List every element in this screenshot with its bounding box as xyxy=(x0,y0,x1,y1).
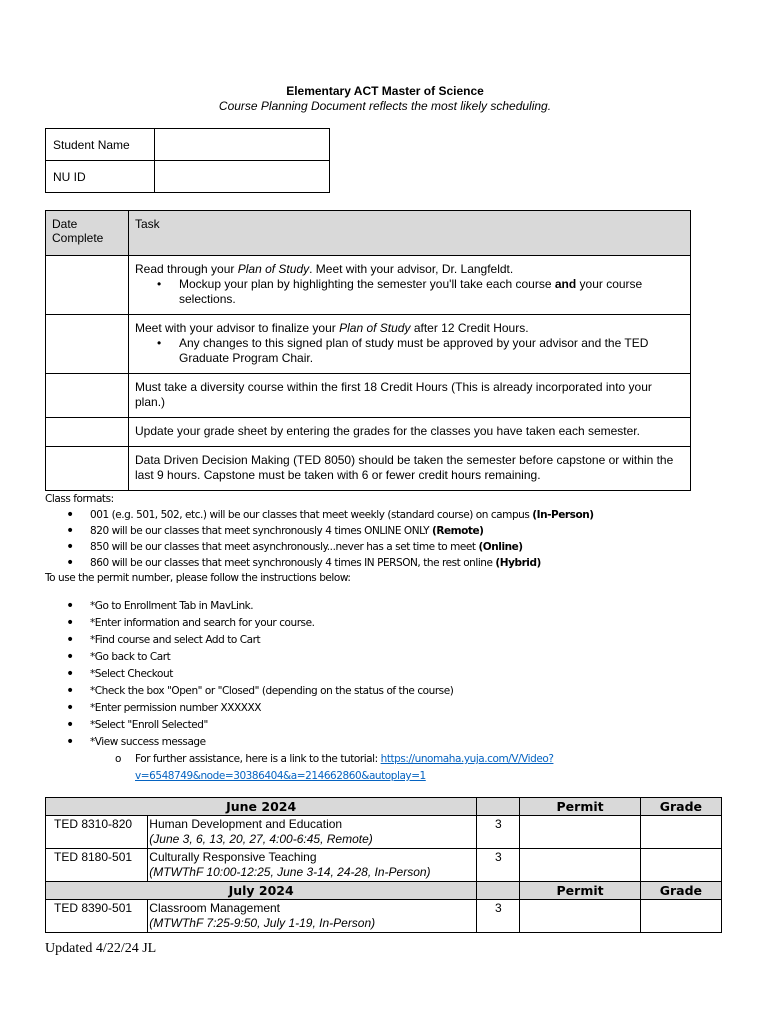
task-header: Task xyxy=(129,211,691,256)
date-complete-cell[interactable] xyxy=(46,418,129,447)
student-name-field[interactable] xyxy=(155,129,330,161)
course-row xyxy=(46,816,722,849)
task-bullet: • Mockup your plan by highlighting the semester you'll take each course and your course selections. xyxy=(179,277,684,307)
permit-step: • *Find course and select Add to Cart xyxy=(45,632,745,649)
task-cell xyxy=(129,315,691,374)
grade-header: Grade xyxy=(640,798,721,816)
task-row xyxy=(46,447,691,491)
grade-cell[interactable] xyxy=(640,816,721,849)
course-schedule: (June 3, 6, 13, 20, 27, 4:00-6:45, Remote) xyxy=(149,832,373,846)
permit-step: • *Select Checkout xyxy=(45,666,745,683)
course-credits: 3 xyxy=(477,900,520,933)
task-row xyxy=(46,256,691,315)
permit-step: • *Go to Enrollment Tab in MavLink. xyxy=(45,598,745,615)
course-title: Culturally Responsive Teaching xyxy=(149,850,317,864)
course-code: TED 8310-820 xyxy=(46,816,148,849)
class-formats-section xyxy=(45,491,745,571)
date-complete-cell[interactable] xyxy=(46,315,129,374)
task-bullets xyxy=(135,336,684,366)
permit-cell[interactable] xyxy=(520,816,640,849)
permit-step: • *Go back to Cart xyxy=(45,649,745,666)
permit-step: • *Enter permission number XXXXXX xyxy=(45,700,745,717)
permit-intro: To use the permit number, please follow the instructions below: xyxy=(45,572,351,584)
plan-of-study-text: Plan of Study xyxy=(339,321,411,335)
term-name: June 2024 xyxy=(46,798,477,816)
task-cell: Update your grade sheet by entering the grades for the classes you have taken each semester. xyxy=(129,418,691,447)
course-row xyxy=(46,900,722,933)
term-header-row xyxy=(46,882,722,900)
permit-cell[interactable] xyxy=(520,849,640,882)
task-bullet: • Any changes to this signed plan of study must be approved by your advisor and the TED Graduate Program Chair. xyxy=(179,336,684,366)
plan-of-study-text: Plan of Study xyxy=(237,262,310,276)
nu-id-label: NU ID xyxy=(46,161,155,193)
permit-step: • *Select "Enroll Selected" xyxy=(45,717,745,734)
permit-step: • *View success message xyxy=(45,734,745,751)
tutorial-link-item xyxy=(45,751,745,785)
grade-cell[interactable] xyxy=(640,849,721,882)
document-subtitle: Course Planning Document reflects the most likely scheduling. xyxy=(218,99,552,113)
class-format-item: • 001 (e.g. 501, 502, etc.) will be our classes that meet weekly (standard course) on campus (In-Person) xyxy=(45,507,745,523)
course-schedule: (MTWThF 10:00-12:25, June 3-14, 24-28, In-Person) xyxy=(149,865,431,879)
term-name: July 2024 xyxy=(46,882,477,900)
permit-steps-list xyxy=(45,598,745,785)
task-cell: Must take a diversity course within the first 18 Credit Hours (This is already incorporated into your plan.) xyxy=(129,374,691,418)
course-info xyxy=(148,900,477,933)
tutorial-link[interactable]: https://unomaha.yuja.com/V/Video? v=6548749&node=30386404&a=214662860&autoplay=1 xyxy=(135,753,554,782)
task-cell xyxy=(129,256,691,315)
date-complete-cell[interactable] xyxy=(46,256,129,315)
task-row xyxy=(46,418,691,447)
course-title: Human Development and Education xyxy=(149,817,343,831)
grade-cell[interactable] xyxy=(640,900,721,933)
course-info xyxy=(148,816,477,849)
course-credits: 3 xyxy=(477,816,520,849)
student-info-table xyxy=(45,128,330,193)
course-info xyxy=(148,849,477,882)
updated-note: Updated 4/22/24 JL xyxy=(45,941,157,956)
task-table-header xyxy=(46,211,691,256)
date-complete-cell[interactable] xyxy=(46,447,129,491)
task-row xyxy=(46,315,691,374)
class-formats-heading: Class formats: xyxy=(45,493,114,505)
permit-step: • *Check the box "Open" or "Closed" (depending on the status of the course) xyxy=(45,683,745,700)
permit-header: Permit xyxy=(520,882,640,900)
tutorial-text: For further assistance, here is a link to the tutorial: xyxy=(135,753,381,765)
task-row xyxy=(46,374,691,418)
task-text: Meet with your advisor to finalize your xyxy=(135,321,340,335)
task-text: . Meet with your advisor, Dr. Langfeldt. xyxy=(309,262,514,276)
course-schedule-table xyxy=(45,797,722,933)
permit-instructions-section xyxy=(45,570,745,785)
student-name-label: Student Name xyxy=(46,129,155,161)
grade-header: Grade xyxy=(640,882,721,900)
permit-header: Permit xyxy=(520,798,640,816)
task-table xyxy=(45,210,691,491)
nu-id-field[interactable] xyxy=(155,161,330,193)
task-text: after 12 Credit Hours. xyxy=(410,321,529,335)
permit-cell[interactable] xyxy=(520,900,640,933)
date-complete-cell[interactable] xyxy=(46,374,129,418)
permit-step: • *Enter information and search for your course. xyxy=(45,615,745,632)
student-name-row xyxy=(46,129,330,161)
course-row xyxy=(46,849,722,882)
course-credits: 3 xyxy=(477,849,520,882)
credits-header xyxy=(477,882,520,900)
course-schedule: (MTWThF 7:25-9:50, July 1-19, In-Person) xyxy=(149,916,376,930)
class-format-item: • 850 will be our classes that meet asynchronously...never has a set time to meet (Online) xyxy=(45,539,745,555)
class-formats-list xyxy=(45,507,745,571)
course-code: TED 8180-501 xyxy=(46,849,148,882)
class-format-item: • 820 will be our classes that meet synchronously 4 times ONLINE ONLY (Remote) xyxy=(45,523,745,539)
class-format-item: • 860 will be our classes that meet synchronously 4 times IN PERSON, the rest online (Hybrid) xyxy=(45,555,745,571)
term-header-row xyxy=(46,798,722,816)
nu-id-row xyxy=(46,161,330,193)
document-title: Elementary ACT Master of Science xyxy=(286,84,484,98)
task-cell: Data Driven Decision Making (TED 8050) should be taken the semester before capstone or within the last 9 hours. Capstone must be taken with 6 or fewer credit hours remaining. xyxy=(129,447,691,491)
course-title: Classroom Management xyxy=(149,901,281,915)
task-text: Read through your xyxy=(135,262,238,276)
task-bullets xyxy=(135,277,684,307)
credits-header xyxy=(477,798,520,816)
date-complete-header: Date Complete xyxy=(46,211,129,256)
course-code: TED 8390-501 xyxy=(46,900,148,933)
